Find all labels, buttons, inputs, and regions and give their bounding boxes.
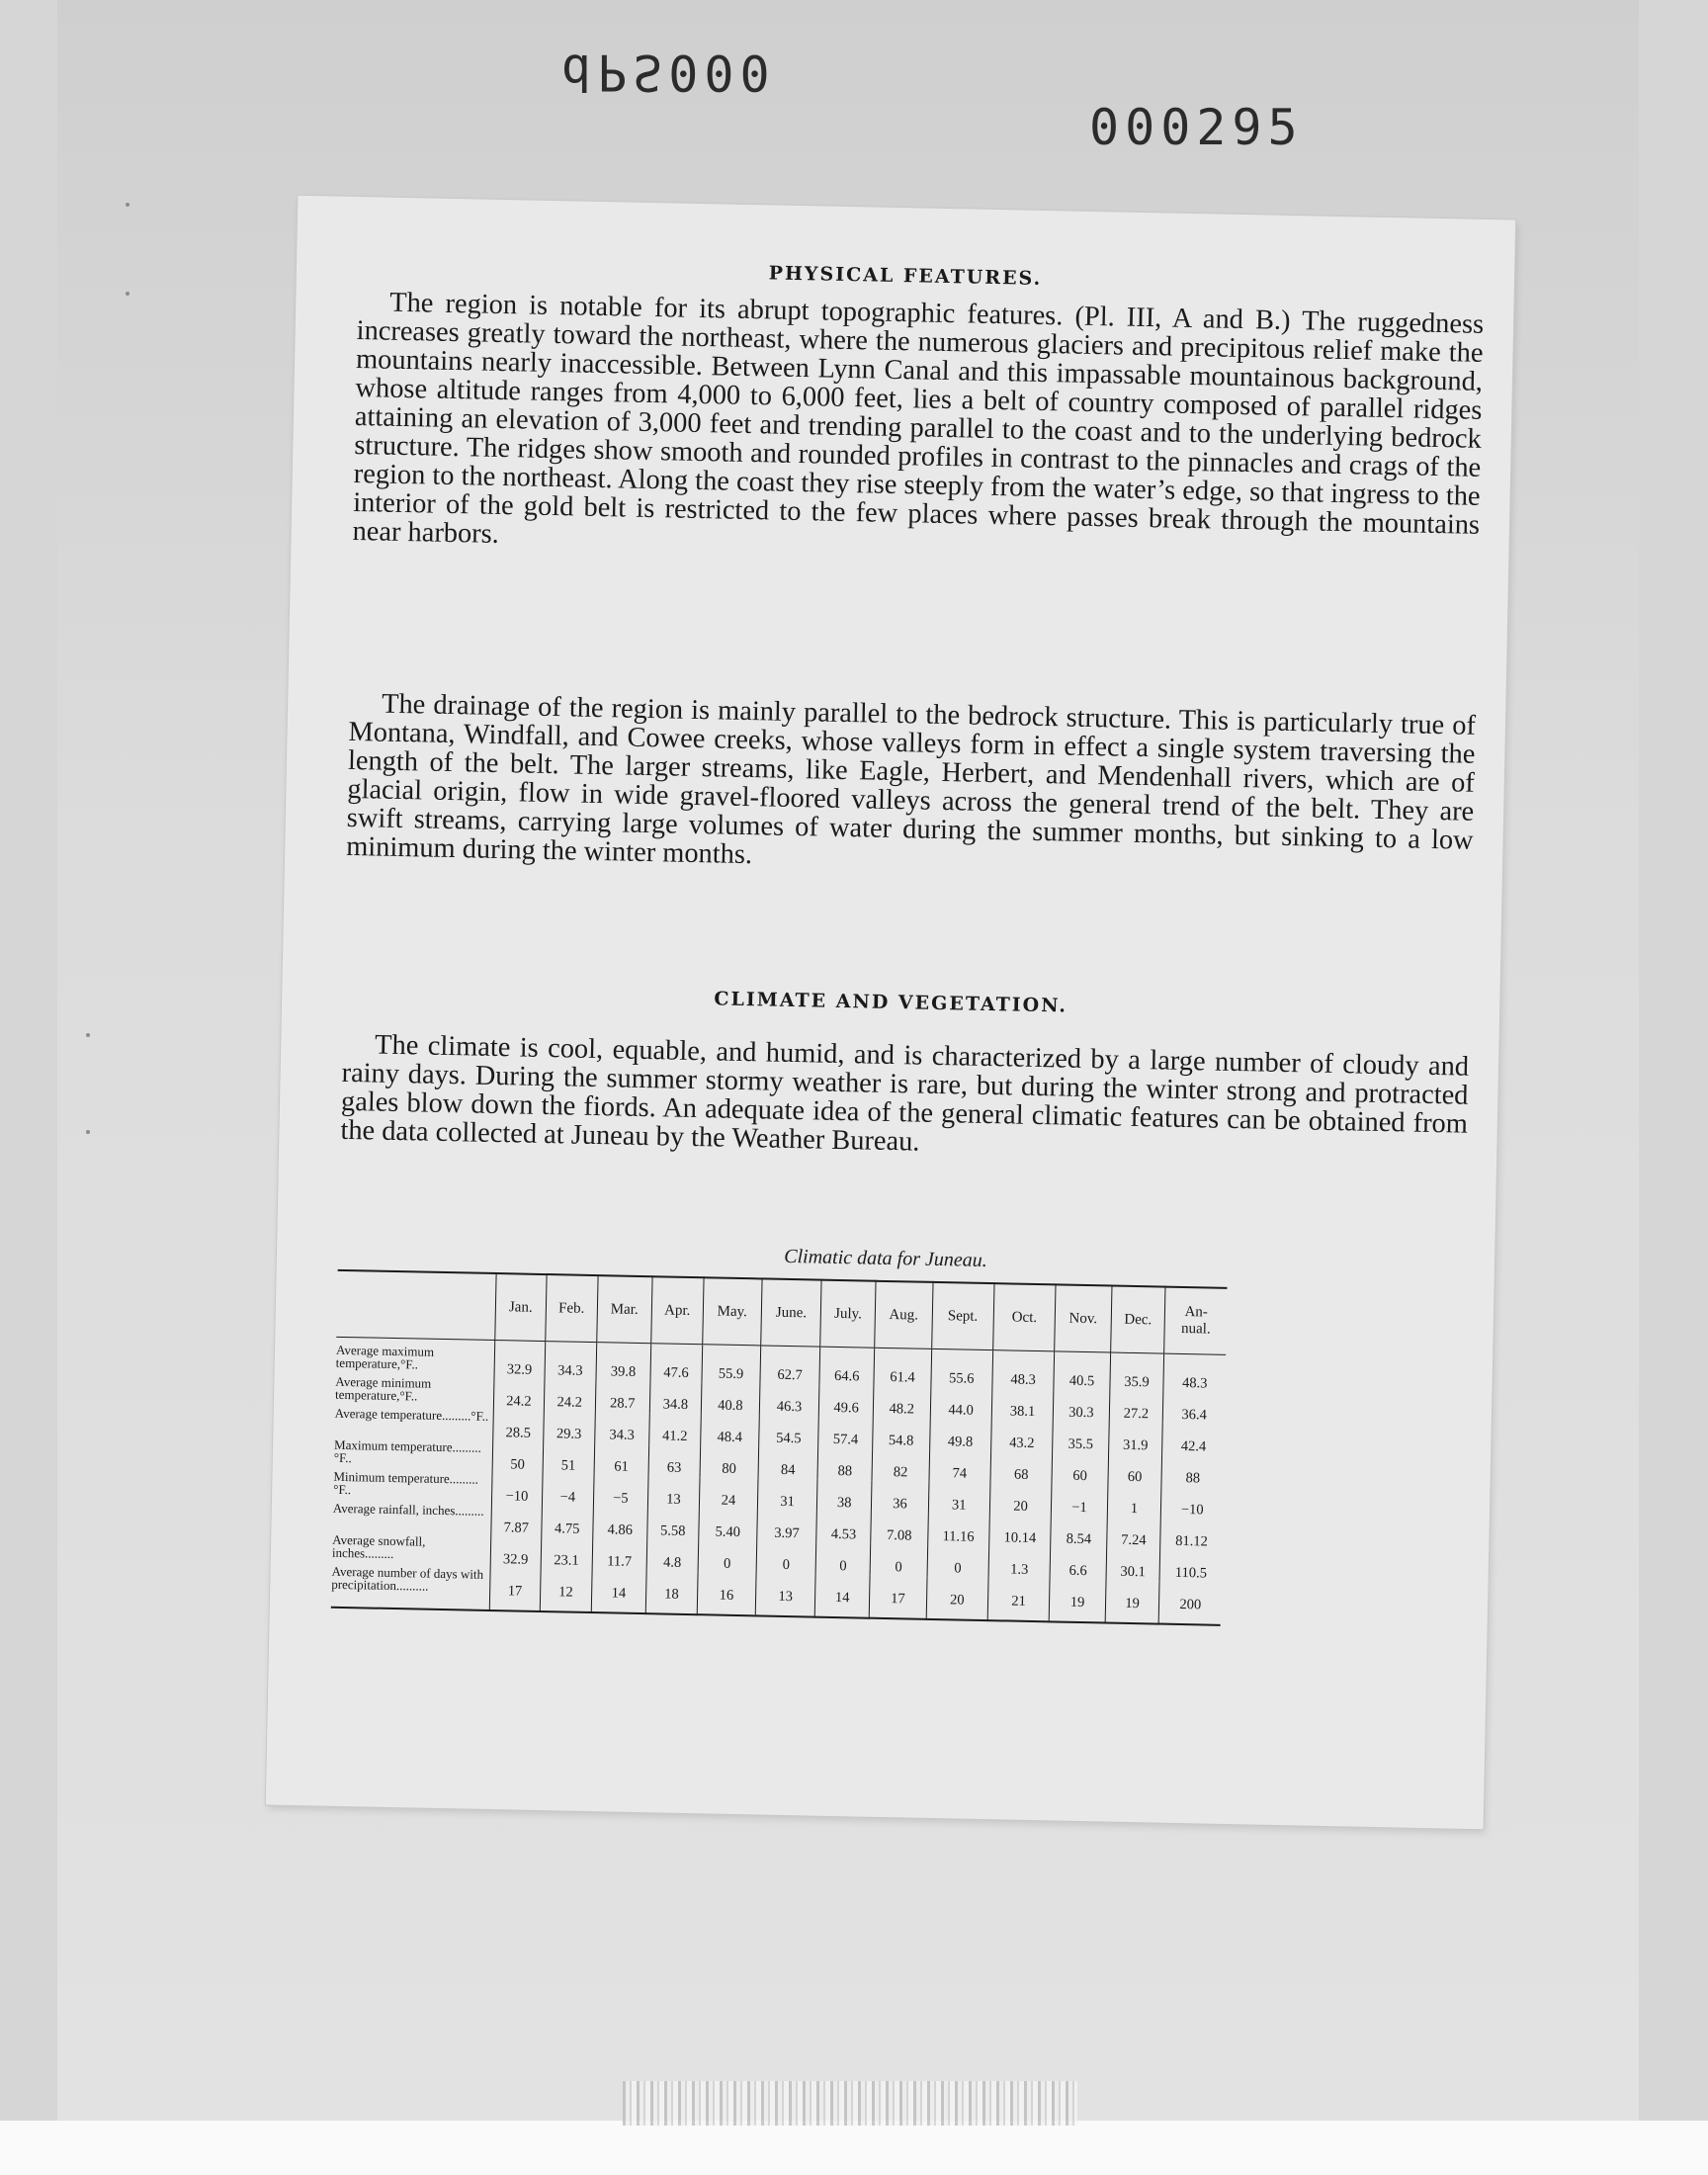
table-cell: −5 xyxy=(593,1475,648,1508)
header-month: June. xyxy=(761,1278,822,1347)
row-label: Average minimum temperature,°F.. xyxy=(334,1373,432,1404)
table-cell: −1 xyxy=(1052,1484,1108,1517)
table-cell: 0 xyxy=(698,1540,757,1573)
table-cell: 20 xyxy=(989,1483,1052,1516)
table-cell: 28.5 xyxy=(493,1410,544,1442)
table-cell: 39.8 xyxy=(596,1343,651,1382)
table-cell: 29.3 xyxy=(543,1411,595,1443)
table-cell: 43.2 xyxy=(990,1420,1053,1452)
table-cell: 54.5 xyxy=(758,1415,818,1447)
table-cell: 55.6 xyxy=(931,1348,993,1388)
header-blank xyxy=(336,1270,496,1341)
table-cell: 1 xyxy=(1107,1486,1162,1519)
table-cell: 35.5 xyxy=(1053,1421,1109,1453)
table-cell: 42.4 xyxy=(1162,1424,1225,1456)
scan-speck xyxy=(126,203,129,207)
climatic-data-table xyxy=(331,1269,1228,1626)
table-cell: 31 xyxy=(757,1478,817,1511)
table-cell: 0 xyxy=(756,1541,816,1574)
table-cell: 40.8 xyxy=(701,1382,760,1415)
row-label: Average temperature.........°F.. xyxy=(334,1405,489,1424)
table-cell: 47.6 xyxy=(650,1344,703,1383)
table-cell: 64.6 xyxy=(819,1347,874,1386)
table-cell: 44.0 xyxy=(930,1387,992,1420)
table-cell: 17 xyxy=(489,1568,541,1611)
table-cell: 34.8 xyxy=(649,1381,702,1414)
row-label: Minimum temperature.........°F.. xyxy=(333,1468,479,1498)
header-month: Feb. xyxy=(545,1274,598,1343)
table-cell: 20 xyxy=(926,1577,988,1620)
table-cell: 11.7 xyxy=(592,1538,647,1571)
table-cell: 5.40 xyxy=(699,1509,758,1541)
table-cell: 16 xyxy=(697,1572,756,1615)
page-number-stamp: 000295 xyxy=(1089,99,1304,156)
header-month: July. xyxy=(820,1280,876,1348)
table-cell: 3.97 xyxy=(757,1510,817,1542)
table-cell: 46.3 xyxy=(759,1383,819,1416)
table-cell: 38 xyxy=(817,1480,872,1513)
table-cell: 40.5 xyxy=(1054,1351,1110,1391)
table-cell: 57.4 xyxy=(818,1417,873,1449)
table-cell: 48.3 xyxy=(992,1350,1056,1390)
table-cell: 14 xyxy=(591,1570,646,1613)
table-cell: 36 xyxy=(871,1481,928,1514)
table-cell: 62.7 xyxy=(760,1346,820,1385)
table-cell: 30.3 xyxy=(1054,1389,1110,1422)
table-cell: 48.4 xyxy=(701,1414,760,1446)
paragraph-drainage: The drainage of the region is mainly parallel to the bedrock structure. This is particularly true of Montana, Windfall, and Cowee creeks, whose valleys form in effect a single system traversing the length of the belt. The larger streams, like Eagle, Herbert, and Mendenhall rivers, which are of glacial origin, flow in wide gravel-floored valleys across the general trend of the belt. They are swift streams, carrying large volumes of water during the summer months, but sinking to a low minimum during the winter months. xyxy=(345,688,1477,871)
table-cell: 84 xyxy=(758,1446,818,1479)
header-month: Sept. xyxy=(931,1282,993,1350)
table-cell: 4.86 xyxy=(593,1507,648,1539)
header-month: Mar. xyxy=(597,1275,652,1344)
table-cell: 0 xyxy=(815,1543,870,1576)
table-cell: 38.1 xyxy=(991,1388,1054,1421)
table-body xyxy=(331,1337,1226,1625)
mirrored-stamp: dPS000 xyxy=(561,44,776,101)
table-cell: 18 xyxy=(645,1571,698,1614)
table-cell: 24 xyxy=(699,1477,758,1510)
header-month: Aug. xyxy=(875,1281,933,1349)
table-cell: 17 xyxy=(869,1576,927,1619)
table-cell: 60 xyxy=(1107,1454,1162,1487)
table-cell: 4.8 xyxy=(646,1539,699,1572)
table-cell: 51 xyxy=(543,1442,595,1475)
table-cell: 30.1 xyxy=(1106,1548,1161,1581)
section-heading-climate: CLIMATE AND VEGETATION. xyxy=(714,988,1068,1017)
table-cell: 32.9 xyxy=(494,1341,545,1380)
row-label: Average maximum temperature,°F.. xyxy=(335,1342,435,1372)
table-cell: 5.58 xyxy=(647,1508,700,1540)
table-cell: 23.1 xyxy=(541,1537,593,1570)
table-cell: 48.2 xyxy=(873,1386,930,1419)
table-cell: 55.9 xyxy=(702,1345,761,1384)
table-cell: 24.2 xyxy=(493,1378,544,1411)
table-cell: 11.16 xyxy=(927,1514,989,1546)
table-cell: 21 xyxy=(987,1578,1051,1621)
table-cell: 41.2 xyxy=(648,1413,701,1445)
section-heading-physical-features: PHYSICAL FEATURES. xyxy=(768,262,1043,290)
row-label: Maximum temperature.........°F.. xyxy=(333,1436,481,1466)
table-cell: 6.6 xyxy=(1050,1547,1106,1580)
table-cell: 110.5 xyxy=(1159,1550,1222,1583)
header-month: Oct. xyxy=(992,1283,1056,1351)
table-cell: 19 xyxy=(1050,1579,1106,1622)
scan-speck xyxy=(126,292,129,296)
table-cell: 60 xyxy=(1052,1452,1108,1485)
table-cell: 200 xyxy=(1159,1582,1222,1625)
table-cell: 35.9 xyxy=(1109,1352,1164,1392)
table-cell: 34.3 xyxy=(595,1412,650,1444)
table-cell: 8.54 xyxy=(1051,1516,1107,1548)
table-cell: 14 xyxy=(815,1575,871,1618)
table-cell: 28.7 xyxy=(595,1380,650,1413)
table-cell: −10 xyxy=(1161,1487,1224,1520)
table-cell: 68 xyxy=(990,1451,1053,1484)
scan-speck xyxy=(86,1033,90,1037)
scanner-streaks xyxy=(623,2081,1077,2126)
table-cell: 7.08 xyxy=(871,1513,928,1545)
header-month: Jan. xyxy=(495,1273,547,1342)
table-cell: 49.8 xyxy=(929,1419,991,1451)
row-label: Average rainfall, inches......... xyxy=(332,1500,484,1519)
table-cell: 0 xyxy=(927,1545,989,1578)
table-cell: 13 xyxy=(647,1476,700,1509)
table-cell: 10.14 xyxy=(988,1515,1051,1547)
header-month: Apr. xyxy=(651,1276,705,1345)
table-cell: 74 xyxy=(929,1450,991,1483)
table-cell: 24.2 xyxy=(544,1379,596,1412)
table-cell: 49.6 xyxy=(819,1385,874,1418)
table-cell: 63 xyxy=(648,1444,701,1477)
header-month: May. xyxy=(703,1277,762,1346)
table-cell: 27.2 xyxy=(1109,1391,1164,1424)
header-month: Dec. xyxy=(1110,1286,1165,1354)
table-cell: 54.8 xyxy=(873,1418,930,1450)
scan-speck xyxy=(86,1130,90,1134)
table-cell: 31 xyxy=(928,1482,990,1515)
table-cell: 88 xyxy=(817,1448,872,1481)
table-cell: 1.3 xyxy=(988,1546,1051,1579)
table-cell: 61.4 xyxy=(874,1348,931,1387)
table-cell: 19 xyxy=(1105,1580,1160,1623)
table-caption: Climatic data for Juneau. xyxy=(784,1245,987,1272)
table-cell: 32.9 xyxy=(490,1536,541,1569)
table-cell: −4 xyxy=(542,1474,594,1507)
row-label: Average snowfall, inches......... xyxy=(331,1531,426,1562)
table-cell: 12 xyxy=(540,1569,592,1612)
table-cell: 61 xyxy=(594,1443,649,1476)
paragraph-topography: The region is notable for its abrupt topographic features. (Pl. III, A and B.) The ruggedness increases greatly toward the northeast, where the numerous glaciers and precipitous relief make the mountains nearly inaccessible. Between Lynn Canal and this impassable mountainous background, whose altitude ranges from 4,000 to 6,000 feet, lies a belt of country composed of parallel ridges attaining an elevation of 3,000 feet and trending parallel to the coast and to the underlying bedrock structure. The ridges show smooth and rounded profiles in contrast to the pinnacles and crags of the region to the northeast. Along the coast they rise steeply from the water’s edge, so that ingress to the interior of the gold belt is restricted to the few places where passes break through the mountains near harbors. xyxy=(352,287,1485,550)
table-cell: 34.3 xyxy=(545,1342,597,1381)
table-cell: 13 xyxy=(755,1573,815,1616)
table-cell: 88 xyxy=(1161,1455,1224,1488)
table-cell: 36.4 xyxy=(1163,1392,1226,1425)
document-page xyxy=(266,196,1515,1829)
table-cell: 7.24 xyxy=(1106,1517,1161,1549)
table-cell: 7.87 xyxy=(491,1505,542,1537)
table-cell: 4.53 xyxy=(816,1512,871,1544)
table-cell: 48.3 xyxy=(1163,1353,1226,1393)
table-cell: 81.12 xyxy=(1160,1519,1223,1551)
table-cell: 0 xyxy=(870,1544,927,1577)
table-cell: 80 xyxy=(700,1445,759,1478)
table-cell: 4.75 xyxy=(541,1506,593,1538)
row-label: Average number of days with precipitation.......... xyxy=(331,1563,484,1594)
paragraph-climate: The climate is cool, equable, and humid, and is characterized by a large number of cloudy and rainy days. During the summer stormy weather is rare, but during the winter strong and protracted gales blow down the fiords. An adequate idea of the general climatic features can be obtained from the data collected at Juneau by the Weather Bureau. xyxy=(340,1029,1470,1158)
scan-bottom-margin xyxy=(0,2121,1708,2175)
header-month: Nov. xyxy=(1055,1284,1111,1352)
table-cell: 82 xyxy=(872,1449,929,1482)
table-cell: −10 xyxy=(491,1473,542,1506)
header-annual: An- nual. xyxy=(1164,1287,1227,1355)
table-cell: 50 xyxy=(492,1441,543,1474)
table-cell: 31.9 xyxy=(1108,1423,1163,1455)
